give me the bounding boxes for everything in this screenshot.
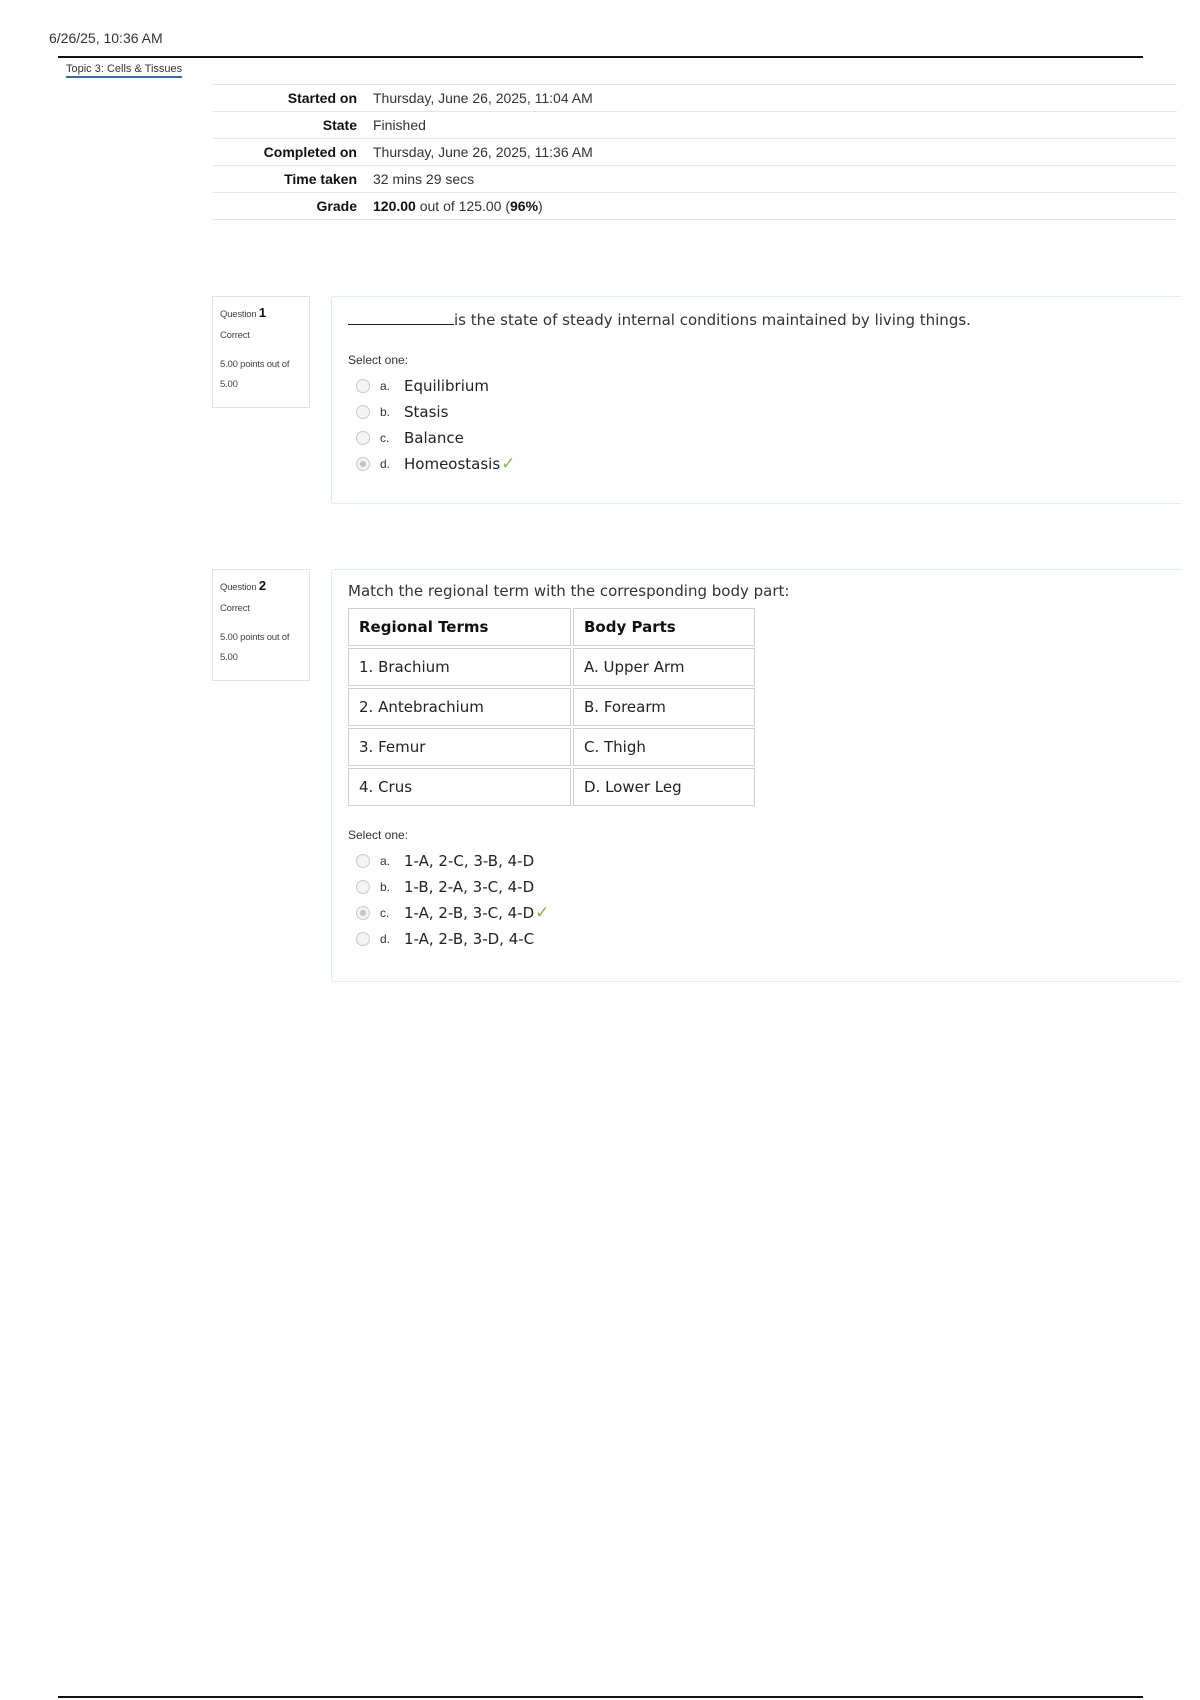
table-cell: 3. Femur	[348, 728, 571, 766]
summary-label: Time taken	[213, 166, 373, 193]
question-number	[220, 305, 302, 320]
summary-row	[213, 85, 1177, 112]
option-label: 1-A, 2-B, 3-C, 4-D	[404, 904, 535, 922]
grade-label: Grade	[213, 193, 373, 220]
radio-button[interactable]	[356, 379, 370, 393]
select-one-prompt: Select one:	[348, 828, 409, 842]
option-label: Stasis	[404, 403, 449, 421]
radio-button[interactable]	[356, 431, 370, 445]
option-letter: c.	[380, 431, 390, 445]
column-header: Regional Terms	[348, 608, 571, 646]
check-icon: ✓	[501, 454, 516, 474]
summary-label: Started on	[213, 85, 373, 112]
question-state: Correct	[220, 603, 250, 614]
table-cell: C. Thigh	[573, 728, 755, 766]
radio-button[interactable]	[356, 880, 370, 894]
answer-option[interactable]	[348, 373, 1165, 399]
breadcrumb-course-link[interactable]: Topic 3: Cells & Tissues	[66, 63, 182, 78]
option-letter: b.	[380, 880, 391, 894]
table-cell: 2. Antebrachium	[348, 688, 571, 726]
option-label: 1-A, 2-C, 3-B, 4-D	[404, 852, 535, 870]
question-2-info	[212, 569, 310, 681]
summary-value: 32 mins 29 secs	[373, 166, 1177, 193]
option-letter: d.	[380, 457, 391, 471]
table-cell: 1. Brachium	[348, 648, 571, 686]
summary-label: Completed on	[213, 139, 373, 166]
grade-close-paren: )	[538, 198, 543, 214]
option-letter: c.	[380, 906, 390, 920]
question-1-content	[331, 296, 1181, 504]
option-label: 1-A, 2-B, 3-D, 4-C	[404, 930, 535, 948]
answer-option[interactable]	[348, 926, 1165, 952]
radio-button-selected[interactable]	[356, 906, 370, 920]
question-points: 5.00 points out of 5.00	[220, 632, 290, 663]
summary-row	[213, 139, 1177, 166]
answer-option[interactable]	[348, 425, 1165, 451]
fill-in-blank	[348, 313, 454, 325]
summary-row	[213, 166, 1177, 193]
answer-option[interactable]	[348, 848, 1165, 874]
matching-table-header	[348, 608, 755, 646]
option-label: Balance	[404, 429, 464, 447]
top-divider	[58, 56, 1143, 58]
attempt-summary-table	[213, 84, 1177, 220]
summary-value: Thursday, June 26, 2025, 11:04 AM	[373, 85, 1177, 112]
table-row	[348, 648, 755, 686]
option-label: 1-B, 2-A, 3-C, 4-D	[404, 878, 535, 896]
answer-option-selected[interactable]	[348, 451, 1165, 477]
grade-percent: 96%	[510, 198, 539, 214]
answer-option[interactable]	[348, 874, 1165, 900]
question-1-info	[212, 296, 310, 408]
question-text-body: is the state of steady internal conditions maintained by living things.	[454, 311, 971, 329]
bottom-divider	[58, 1696, 1143, 1698]
grade-out-of: out of 125.00 (	[415, 198, 511, 214]
summary-value: Thursday, June 26, 2025, 11:36 AM	[373, 139, 1177, 166]
grade-score: 120.00	[373, 198, 416, 214]
table-cell: D. Lower Leg	[573, 768, 755, 806]
option-letter: b.	[380, 405, 391, 419]
option-label: Equilibrium	[404, 377, 489, 395]
check-icon: ✓	[535, 903, 550, 923]
question-points: 5.00 points out of 5.00	[220, 359, 290, 390]
answer-option[interactable]	[348, 399, 1165, 425]
column-header: Body Parts	[573, 608, 755, 646]
summary-row	[213, 112, 1177, 139]
option-letter: a.	[380, 379, 391, 393]
option-letter: d.	[380, 932, 391, 946]
grade-value	[373, 193, 1177, 220]
question-number-value: 2	[258, 578, 266, 593]
radio-button-selected[interactable]	[356, 457, 370, 471]
question-text	[348, 311, 1165, 329]
matching-table	[346, 606, 757, 808]
question-number	[220, 578, 302, 593]
question-number-value: 1	[258, 305, 266, 320]
summary-label: State	[213, 112, 373, 139]
question-number-label: Question	[220, 309, 257, 320]
summary-row-grade	[213, 193, 1177, 220]
option-label: Homeostasis	[404, 455, 501, 473]
question-2-content	[331, 569, 1181, 982]
select-one-prompt: Select one:	[348, 353, 409, 367]
table-row	[348, 728, 755, 766]
answer-option-selected[interactable]	[348, 900, 1165, 926]
option-letter: a.	[380, 854, 391, 868]
question-number-label: Question	[220, 582, 257, 593]
question-state: Correct	[220, 330, 250, 341]
table-cell: A. Upper Arm	[573, 648, 755, 686]
radio-button[interactable]	[356, 854, 370, 868]
table-row	[348, 688, 755, 726]
question-text: Match the regional term with the corresponding body part:	[348, 582, 790, 600]
table-cell: B. Forearm	[573, 688, 755, 726]
radio-button[interactable]	[356, 932, 370, 946]
print-datetime: 6/26/25, 10:36 AM	[49, 30, 163, 46]
summary-value: Finished	[373, 112, 1177, 139]
table-row	[348, 768, 755, 806]
radio-button[interactable]	[356, 405, 370, 419]
table-cell: 4. Crus	[348, 768, 571, 806]
